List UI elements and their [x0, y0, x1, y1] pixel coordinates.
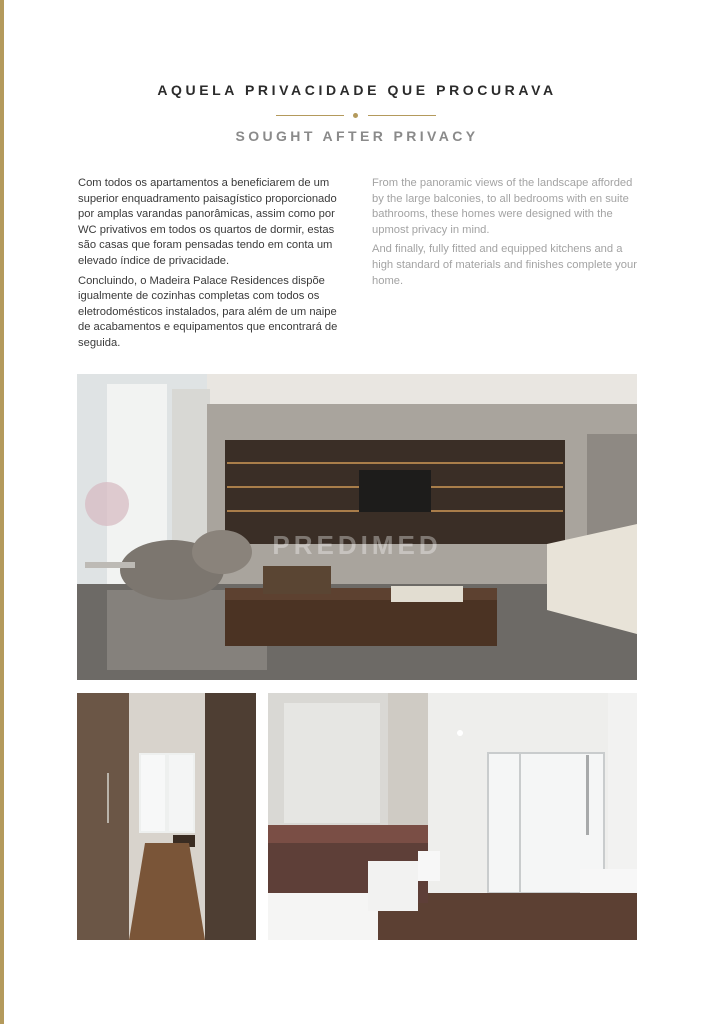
gold-left-border — [0, 0, 4, 1024]
title-portuguese: AQUELA PRIVACIDADE QUE PROCURAVA — [157, 82, 557, 98]
bathroom-photo — [268, 693, 637, 940]
paragraph-en-1: From the panoramic views of the landscape afforded by the large balconies, to all bedrooms with en suite bathrooms, these homes were designed with the upmost privacy in mind. — [372, 177, 633, 236]
hallway-photo — [77, 693, 256, 940]
title-english: SOUGHT AFTER PRIVACY — [235, 128, 479, 144]
title-divider-ornament — [276, 113, 436, 119]
paragraph-pt-2: Concluindo, o Madeira Palace Residences dispõe igualmente de cozinhas completas com todos os eletrodomésticos instalados, para além de um naipe de acabamentos e equipamentos que encontrará de seguida. — [78, 274, 338, 349]
watermark-text: PREDIMED — [272, 530, 442, 560]
divider-dot — [353, 113, 358, 118]
paragraph-pt-1: Com todos os apartamentos a beneficiarem de um superior enquadramento paisagístico proporcionado por amplas varandas panorâmicas, assim como por WC privativos em todos os quartos de dormir, estas são casas que foram pensadas tendo em conta um elevado índice de privacidade. — [78, 177, 337, 267]
text-column-english — [372, 176, 640, 293]
divider-line-left — [276, 115, 344, 116]
text-column-portuguese — [78, 176, 346, 356]
hallway-illustration — [77, 693, 256, 940]
bathroom-illustration — [268, 693, 637, 940]
divider-line-right — [368, 115, 436, 116]
living-room-illustration — [77, 374, 637, 680]
paragraph-en-2: And finally, fully fitted and equipped kitchens and a high standard of materials and finishes complete your home. — [372, 243, 637, 287]
living-room-photo — [77, 374, 637, 680]
